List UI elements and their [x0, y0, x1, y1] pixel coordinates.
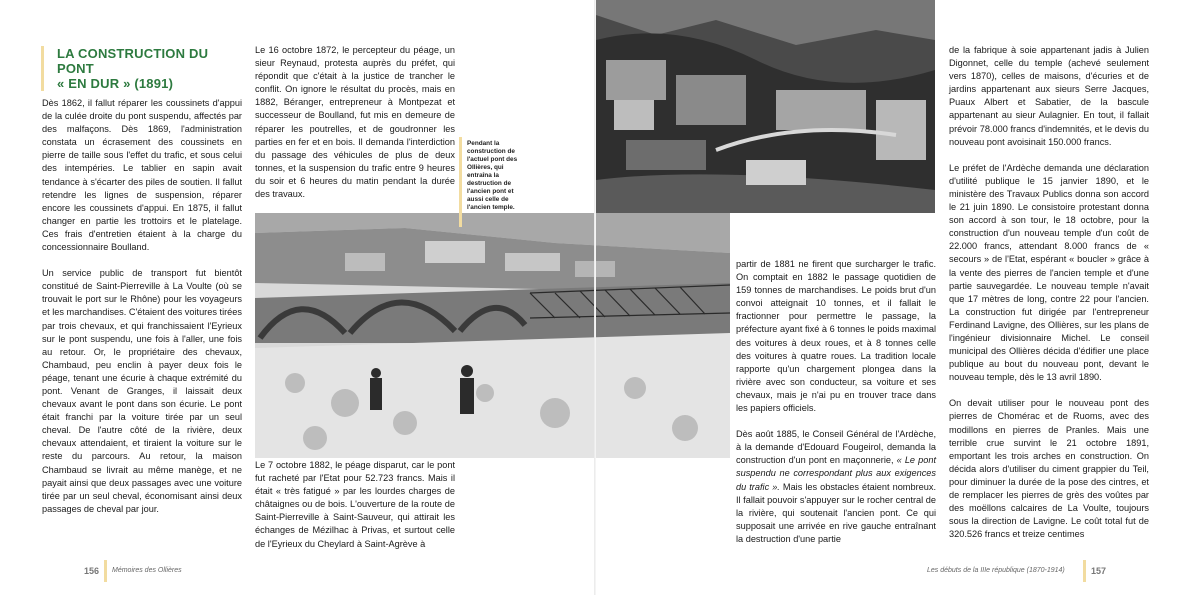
heading-line-1: LA CONSTRUCTION DU PONT [57, 46, 209, 76]
column-4 [949, 44, 1149, 541]
col1-paragraph-2: Un service public de transport fut bientôt constitué de Saint-Pierreville à La Voulte (où se trouvait le port sur le Rhône) pour les voyageurs et les marchandises. C'étaient des voitures tirées par trois chevaux, et qui franchissaient l'Eyrieux sur le pont suspendu, une fois à l'aller, une fois au retour. Or, le propriétaire des chevaux, Chambaud, peu enclin à payer deux fois le péage, tenant une écurie à chaque extrémité du pont. Venant de Granges, il laissait deux chevaux avant le pont dans son écurie. Le pont était franchi par la voiture tirée par un seul cheval. De l'autre côté de la rivière, deux chevaux attendaient, et tiraient la voiture sur le reste du parcours. Au retour, la maison Chambaud se livrait au même manège, et ne payait ainsi que deux passages avec une voiture tirée par un seul cheval, économisant ainsi deux passages de cheval par jour. [42, 268, 242, 514]
column-2-top [255, 44, 455, 201]
left-footer-bar [104, 560, 107, 582]
col4-paragraph-1: de la fabrique à soie appartenant jadis à Julien Digonnet, celle du temple (achevé seulement vers 1870), celles de maisons, d'écuries et de jardins appartenant aux sieurs Serre Jacques, Puaux Albert et Sabatier, de la bascule appartenant au sieur Aulagnier. En tout, il fallait prévoir 78.000 francs d'indemnités, et le devis du nouveau pont avoisinait 150.000 francs. [949, 45, 1149, 147]
column-1 [42, 97, 242, 516]
col3-p2-quote: « Le pont suspendu ne correspondant plus aux exigences du trafic ». [736, 455, 936, 492]
page-gutter [594, 0, 596, 595]
town-overview-photo [596, 0, 935, 213]
photo-caption: Pendant la construction de l'actuel pont des Ollières, qui entraîna la destruction de l'ancien pont et aussi celle de l'ancien temple. [467, 140, 518, 211]
section-heading [41, 46, 241, 91]
col3-p2-start: Dès août 1885, le Conseil Général de l'Ardèche, à la demande d'Edouard Fougeirol, demanda la construction d'un pont en maçonnerie, [736, 429, 936, 466]
left-page-number: 156 [84, 566, 100, 576]
col3-paragraph-1: partir de 1881 ne firent que surcharger le trafic. On comptait en 1882 le passage quotidien de 159 tonnes de marchandises. Le poids brut d'un convoi atteignait 10 tonnes, et il fallait le fractionner pour permettre le passage, la préfecture ayant fixé à 6 tonnes le poids maximal des voitures à deux roues, et à 8 tonnes celle des voitures à quatre roues. La tradition locale rapporte qu'un chargement plongea dans la rivière avec son conducteur, sa voiture et ses chevaux, mais je n'ai pu en trouver trace dans les papiers officiels. [736, 259, 936, 414]
col4-paragraph-2: Le préfet de l'Ardèche demanda une déclaration d'utilité publique le 15 janvier 1890, et le ministère des Travaux Publics donna son accord le 21 juin 1890. Le consistoire protestant donna son accord à son tour, le 18 octobre, pour la construction d'un nouveau temple d'un coût de 22.000 francs, attendant 8.000 francs de « secours » de l'Etat, espérant « boucler » grâce à la vente des pierres de l'ancien temple et d'une partie sauvegardée. Le nouveau temple n'avait que 17 mètres de long, contre 22 pour l'ancien. La construction fut dirigée par l'entrepreneur Ferdinand Lavigne, des Ollières, sur les plans de l'ingénieur divisionnaire Michel. Le conseil municipal des Ollières décida d'édifier une place publique au bout du nouveau pont, devant le nouveau temple, dès le 13 avril 1890. [949, 162, 1149, 383]
right-footer-bar [1083, 560, 1086, 582]
col3-paragraph-2 [736, 428, 936, 546]
col2-paragraph-1: Le 16 octobre 1872, le percepteur du péage, un sieur Reynaud, protesta auprès du préfet, qui répondit que c'était à la justice de trancher le conflit. On ignore le résultat du procès, mais en 1882, Béranger, entrepreneur à Montpezat et successeur de Boulland, fut mis en demeure de réparer les poutrelles, et de goudronner les parties en fer et en bois. Il demanda l'interdiction du passage des véhicules de plus de deux tonnes, et la suspension du trafic entre 9 heures du soir et 6 heures du matin pendant la durée des travaux. [255, 45, 455, 200]
right-running-title: Les débuts de la IIIe république (1870-1914) [927, 567, 1065, 574]
caption-bar [459, 137, 462, 227]
column-2-bottom [255, 459, 455, 551]
col1-paragraph-1: Dès 1862, il fallut réparer les coussinets d'appui de la culée droite du pont suspendu, affectés par des malfaçons. Dès 1869, l'administration constata un écrasement des coussinets en pierre de taille sous l'effet du trafic, et sous celui des intempéries. Le tablier en sapin avait tendance à s'écarter des piles de soutien. Il fallut retendre les lignes de suspension, réparer encore les coussinets d'appui. En 1875, il fallut changer en partie les trottoirs et le platelage. Ces frais d'entretien étaient à la charge du concessionnaire Boulland. [42, 98, 242, 253]
heading-line-2: « EN DUR » (1891) [57, 76, 174, 91]
left-running-title: Mémoires des Ollières [112, 567, 182, 574]
col3-p2-end: Mais les obstacles étaient nombreux. Il fallait pouvoir s'appuyer sur le rocher central de la rivière, qui soutenait l'ancien pont. Ce qui supposait une arrivée en rive gauche entraînant la destruction d'une partie [736, 481, 936, 544]
col4-paragraph-3: On devait utiliser pour le nouveau pont des pierres de Chomérac et de Ruoms, avec des modillons en pierres de Pranles. Mais une terrible crue survint le 21 octobre 1891, emportant les trois arches en construction. On décida alors d'utiliser du ciment grappier du Teil, pour diminuer la durée de la pose des cintres, et de remplacer les pierres de grès des voûtes par des moëllons calcaires de La Voulte, toujours sous la direction de Lavigne. Le coût total fut de 320.526 francs et treize centimes [949, 398, 1149, 540]
col2-paragraph-2: Le 7 octobre 1882, le péage disparut, car le pont fut racheté par l'Etat pour 52.723 francs. Mais il était « très fatigué » par les lourdes charges de châtaignes ou de bois. L'ouverture de la route de Saint-Pierreville à Saint-Sauveur, qui attirait les échanges de Mézilhac à Privas, et surtout celle de l'Eyrieux du Cheylard à Saint-Agrève à [255, 460, 455, 549]
column-3 [736, 258, 936, 546]
bridge-construction-photo [255, 213, 730, 458]
right-page-number: 157 [1091, 566, 1107, 576]
